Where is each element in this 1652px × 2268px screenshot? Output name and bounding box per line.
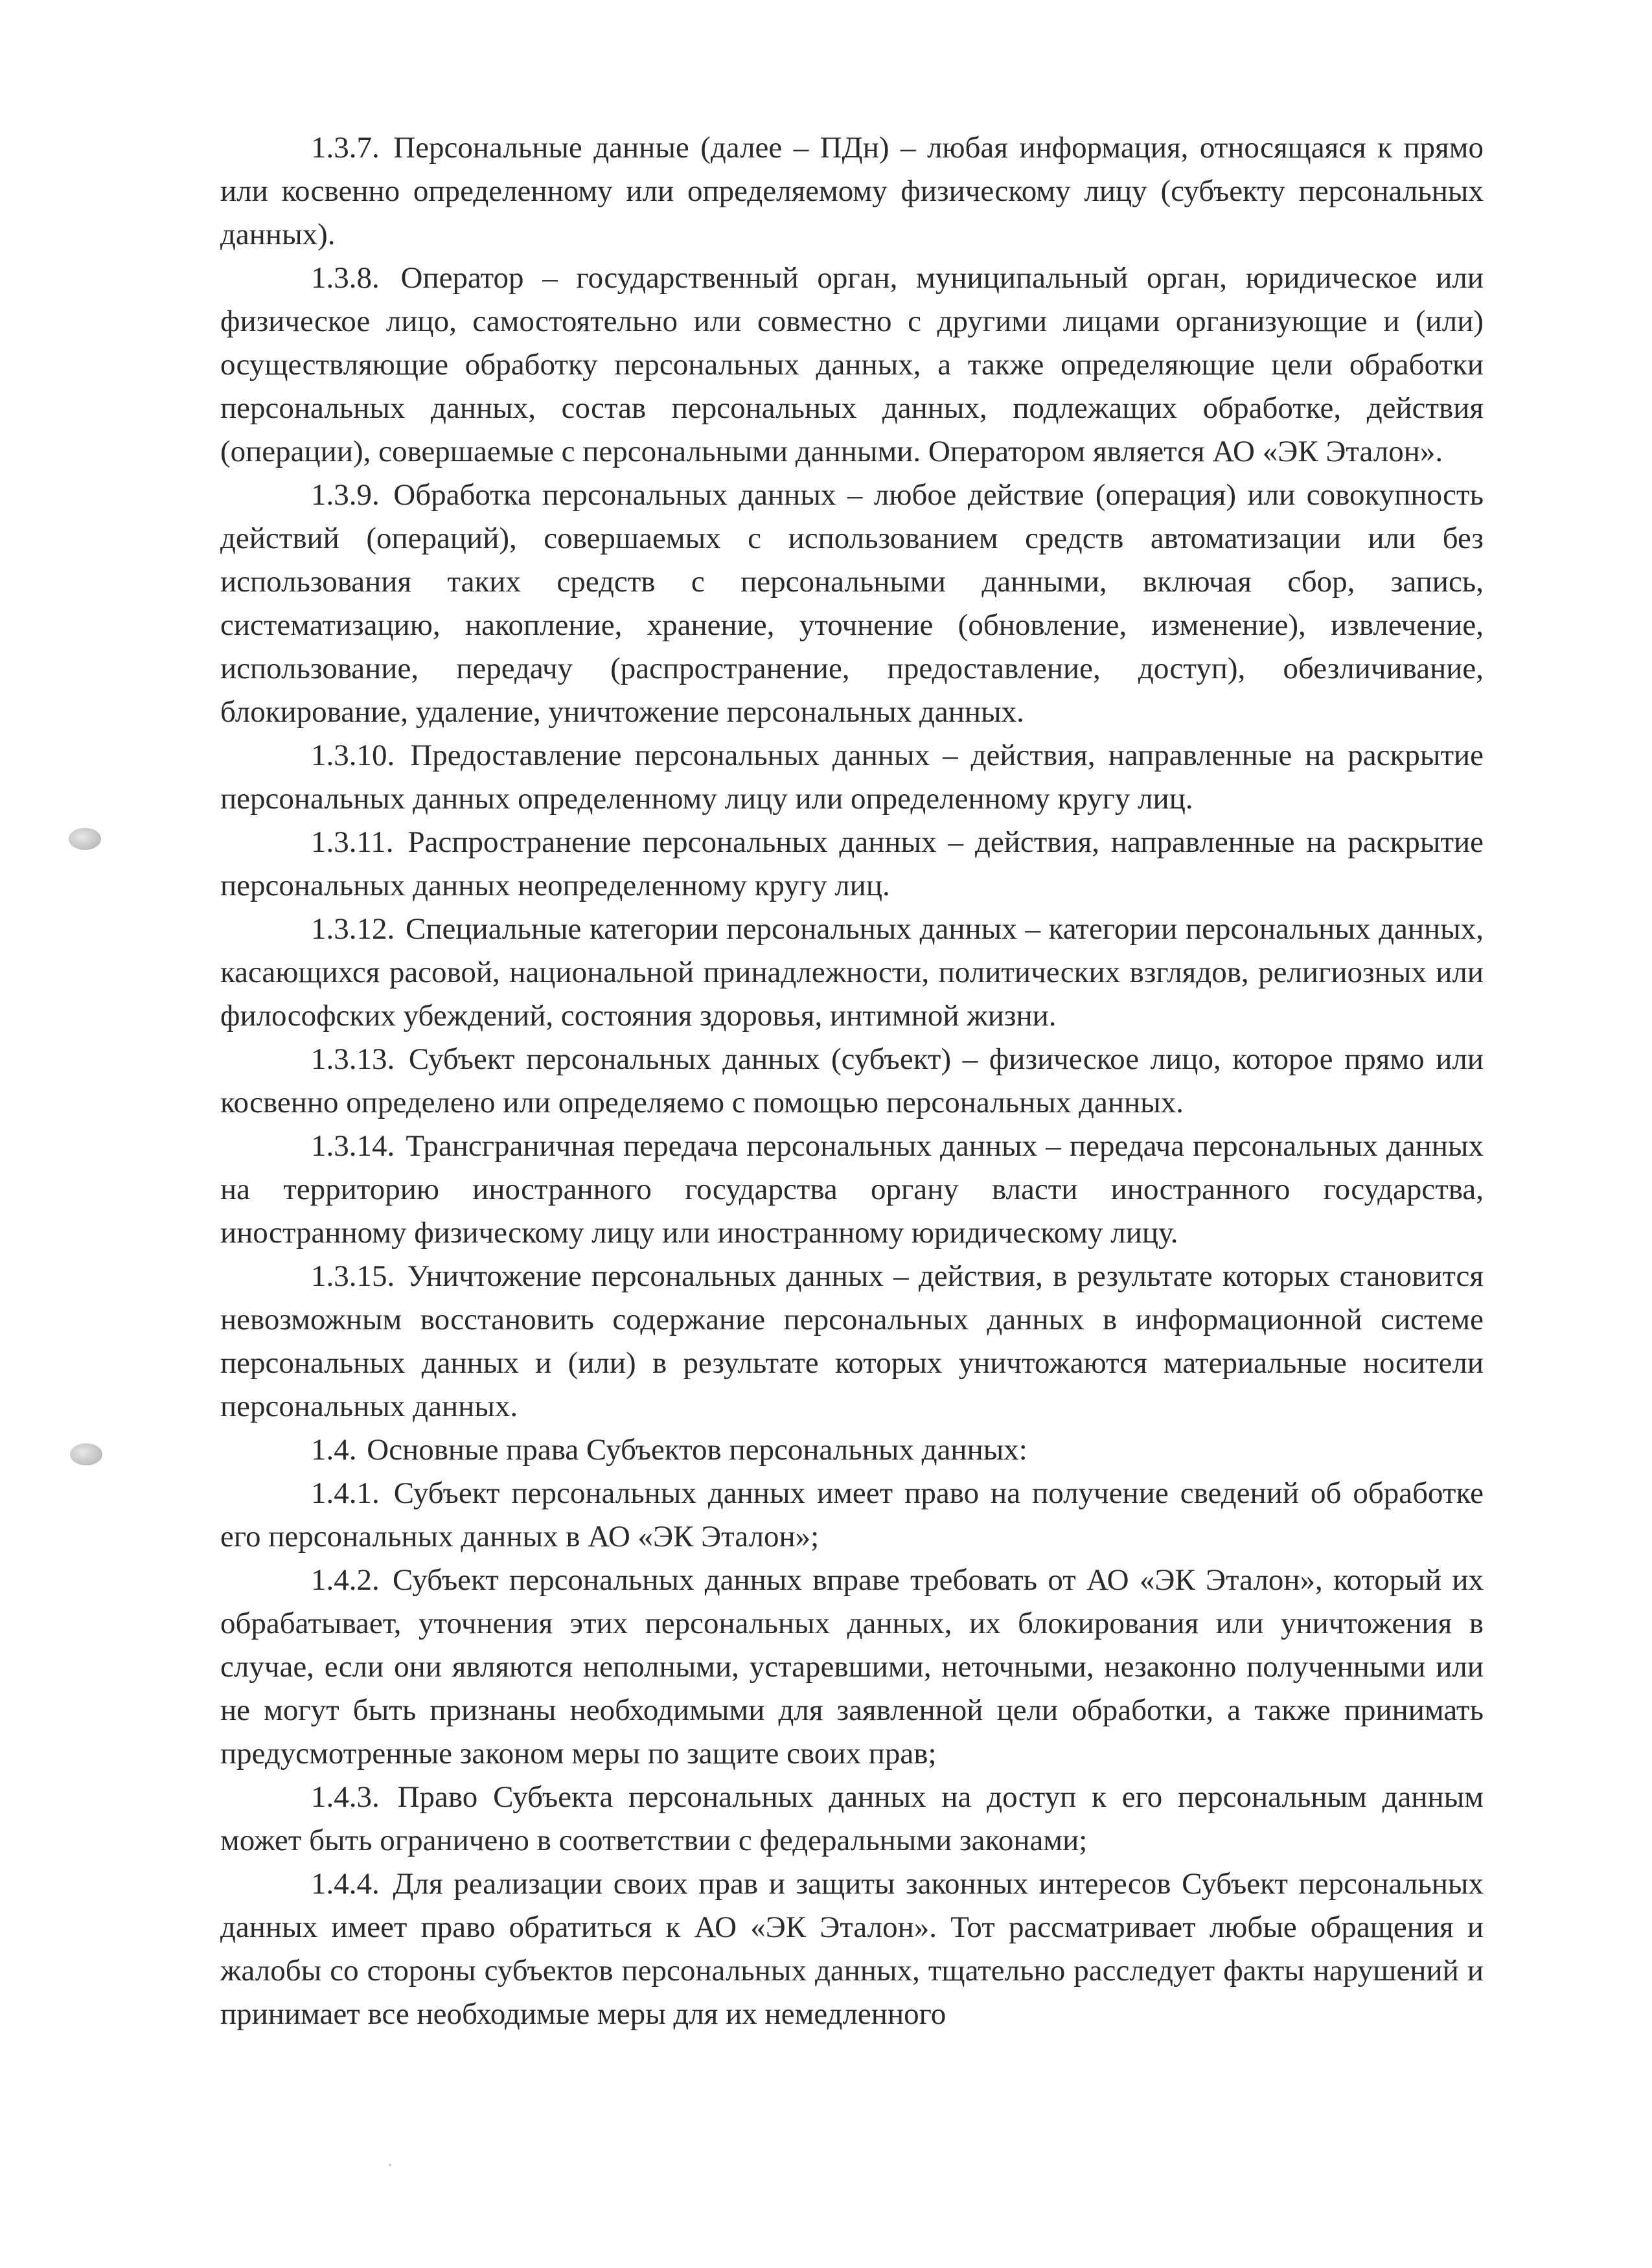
paragraph-text: Субъект персональных данных вправе требовать от АО «ЭК Эталон», который их обрабатывает, уточнения этих персональных данных, их блокирования или уничтожения в случае, если они являются неполными, устаревшими, неточными, незаконно полученными или не могут быть признаны необходимыми для заявленной цели обработки, а также принимать предусмотренные законом меры по защите своих прав; bbox=[220, 1563, 1484, 1770]
paragraph-1-4-3 bbox=[220, 1776, 1484, 1862]
paragraph-text: Для реализации своих прав и защиты законных интересов Субъект персональных данных имеет право обратиться к АО «ЭК Эталон». Тот рассматривает любые обращения и жалобы со стороны субъектов персональных данных, тщательно расследует факты нарушений и принимает все необходимые меры для их немедленного bbox=[220, 1867, 1484, 2031]
paragraph-number: 1.3.12. bbox=[311, 912, 395, 946]
paragraph-text: Распространение персональных данных – действия, направленные на раскрытие персональных данных неопределенному кругу лиц. bbox=[220, 825, 1484, 902]
paragraph-1-4-2 bbox=[220, 1559, 1484, 1776]
paragraph-number: 1.3.9. bbox=[311, 478, 380, 512]
paragraph-number: 1.3.14. bbox=[311, 1129, 395, 1163]
paragraph-1-3-13 bbox=[220, 1038, 1484, 1125]
paragraph-text: Право Субъекта персональных данных на доступ к его персональным данным может быть ограничено в соответствии с федеральными законами; bbox=[220, 1780, 1484, 1857]
paragraph-number: 1.4.4. bbox=[311, 1867, 380, 1901]
paragraph-number: 1.4.3. bbox=[311, 1780, 380, 1814]
paragraph-text: Трансграничная передача персональных данных – передача персональных данных на территорию иностранного государства органу власти иностранного государства, иностранному физическому лицу или иностранному юридическому лицу. bbox=[220, 1129, 1484, 1250]
paragraph-number: 1.3.8. bbox=[311, 261, 380, 295]
paragraph-number: 1.4. bbox=[311, 1433, 357, 1467]
paragraph-number: 1.3.10. bbox=[311, 739, 395, 772]
paragraph-1-4 bbox=[220, 1428, 1484, 1472]
paragraph-text: Субъект персональных данных (субъект) – физическое лицо, которое прямо или косвенно определено или определяемо с помощью персональных данных. bbox=[220, 1042, 1484, 1119]
paragraph-number: 1.4.1. bbox=[311, 1476, 380, 1510]
paragraph-1-3-7 bbox=[220, 126, 1484, 257]
paragraph-number: 1.3.7. bbox=[311, 131, 380, 165]
paragraph-1-4-1 bbox=[220, 1472, 1484, 1559]
paragraph-text: Оператор – государственный орган, муниципальный орган, юридическое или физическое лицо, самостоятельно или совместно с другими лицами организующие и (или) осуществляющие обработку персональных данных, а также определяющие цели обработки персональных данных, состав персональных данных, подлежащих обработке, действия (операции), совершаемые с персональными данными. Оператором является АО «ЭК Эталон». bbox=[220, 261, 1484, 468]
paragraph-1-3-10 bbox=[220, 734, 1484, 821]
document-page bbox=[220, 126, 1484, 2036]
paragraph-text: Уничтожение персональных данных – действия, в результате которых становится невозможным восстановить содержание персональных данных в информационной системе персональных данных и (или) в результате которых уничтожаются материальные носители персональных данных. bbox=[220, 1259, 1484, 1423]
paragraph-number: 1.3.13. bbox=[311, 1042, 395, 1076]
paragraph-number: 1.3.11. bbox=[311, 825, 394, 859]
paragraph-text: Специальные категории персональных данных – категории персональных данных, касающихся расовой, национальной принадлежности, политических взглядов, религиозных или философских убеждений, состояния здоровья, интимной жизни. bbox=[220, 912, 1484, 1033]
paragraph-1-3-14 bbox=[220, 1125, 1484, 1255]
paragraph-1-3-8 bbox=[220, 257, 1484, 474]
paragraph-1-4-4 bbox=[220, 1862, 1484, 2036]
scan-speck bbox=[389, 2164, 391, 2166]
paragraph-1-3-9 bbox=[220, 474, 1484, 734]
punch-hole-mark bbox=[70, 1443, 102, 1465]
paragraph-number: 1.4.2. bbox=[311, 1563, 380, 1597]
paragraph-1-3-12 bbox=[220, 908, 1484, 1038]
paragraph-1-3-11 bbox=[220, 821, 1484, 908]
paragraph-text: Основные права Субъектов персональных данных: bbox=[367, 1433, 1027, 1467]
punch-hole-mark bbox=[69, 828, 101, 850]
paragraph-text: Обработка персональных данных – любое действие (операция) или совокупность действий (операций), совершаемых с использованием средств автоматизации или без использования таких средств с персональными данными, включая сбор, запись, систематизацию, накопление, хранение, уточнение (обновление, изменение), извлечение, использование, передачу (распространение, предоставление, доступ), обезличивание, блокирование, удаление, уничтожение персональных данных. bbox=[220, 478, 1484, 729]
paragraph-text: Персональные данные (далее – ПДн) – любая информация, относящаяся к прямо или косвенно определенному или определяемому физическому лицу (субъекту персональных данных). bbox=[220, 131, 1484, 251]
paragraph-1-3-15 bbox=[220, 1255, 1484, 1428]
paragraph-number: 1.3.15. bbox=[311, 1259, 395, 1293]
paragraph-text: Предоставление персональных данных – действия, направленные на раскрытие персональных данных определенному лицу или определенному кругу лиц. bbox=[220, 739, 1484, 816]
paragraph-text: Субъект персональных данных имеет право на получение сведений об обработке его персональных данных в АО «ЭК Эталон»; bbox=[220, 1476, 1484, 1553]
